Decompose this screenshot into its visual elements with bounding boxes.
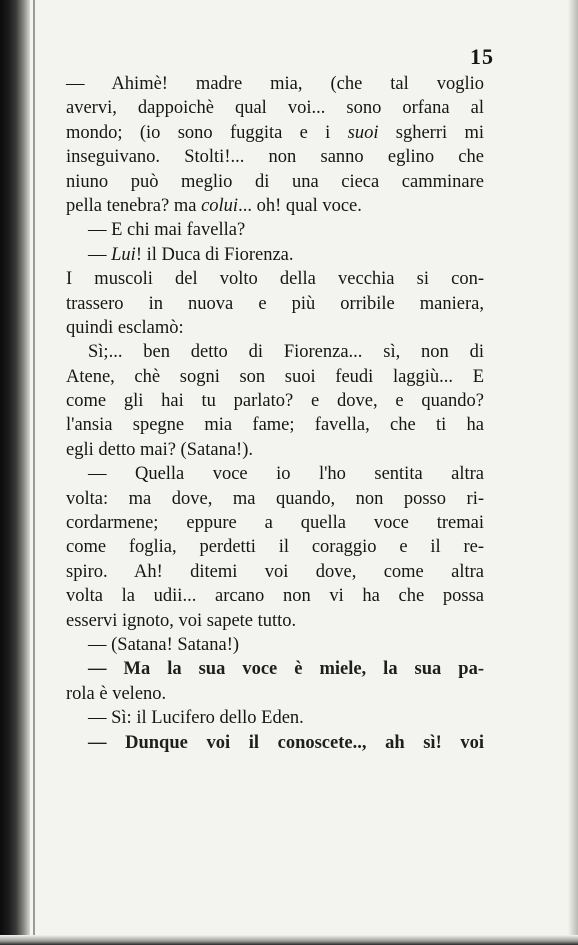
text-line: niuno può meglio di una cieca camminare <box>66 171 484 192</box>
text-line: come gli hai tu parlato? e dove, e quando? <box>66 391 484 412</box>
text-line: — Ahimè! madre mia, (che tal voglio <box>66 74 484 94</box>
text-line: spiro. Ah! ditemi voi dove, come altra <box>66 561 484 582</box>
binding-gutter <box>0 0 30 945</box>
text-line: I muscoli del volto della vecchia si con- <box>66 269 484 290</box>
text-line: — E chi mai favella? <box>88 220 246 241</box>
text-line: come foglia, perdetti il coraggio e il re- <box>66 537 484 558</box>
page-number: 15 <box>470 44 494 69</box>
text-line: — Quella voce io l'ho sentita altra <box>88 464 484 485</box>
text-line: Sì;... ben detto di Fiorenza... sì, non di <box>88 342 484 363</box>
page-right-edge <box>568 0 578 945</box>
text-line: volta: ma dove, ma quando, non posso ri- <box>66 488 484 509</box>
text-line: egli detto mai? (Satana!). <box>66 439 253 460</box>
text-line: Atene, chè sogni son suoi feudi laggiù... E <box>66 366 484 387</box>
text-line: cordarmene; eppure a quella voce tremai <box>66 513 484 534</box>
italic-word: colui <box>201 195 239 216</box>
text-line: trassero in nuova e più orribile maniera, <box>66 293 484 314</box>
gutter-shadow-line <box>33 0 35 945</box>
text-line: l'ansia spegne mia fame; favella, che ti ha <box>66 415 484 436</box>
text-line: pella tenebra? ma colui... oh! qual voce. <box>66 195 362 216</box>
text-line: — (Satana! Satana!) <box>88 634 240 655</box>
text-line: — Ma la sua voce è miele, la sua pa- <box>88 659 484 680</box>
page-text <box>66 72 484 755</box>
italic-word: suoi <box>347 122 379 143</box>
text-line: mondo; (io sono fuggita e i suoi sgherri mi <box>66 122 484 143</box>
text-line: — Lui! il Duca di Fiorenza. <box>88 244 294 265</box>
page-bottom-edge <box>0 935 578 945</box>
italic-word: Lui <box>111 244 136 265</box>
text-line: esservi ignoto, voi sapete tutto. <box>66 610 297 631</box>
text-line: — Sì: il Lucifero dello Eden. <box>88 708 304 729</box>
text-line: rola è veleno. <box>66 683 167 704</box>
text-line: avervi, dappoichè qual voi... sono orfana al <box>66 98 484 119</box>
text-line: quindi esclamò: <box>66 317 184 338</box>
text-line: inseguivano. Stolti!... non sanno eglino che <box>66 147 484 168</box>
text-line: volta la udii... arcano non vi ha che possa <box>66 586 484 607</box>
text-line: — Dunque voi il conoscete.., ah sì! voi <box>88 732 484 753</box>
